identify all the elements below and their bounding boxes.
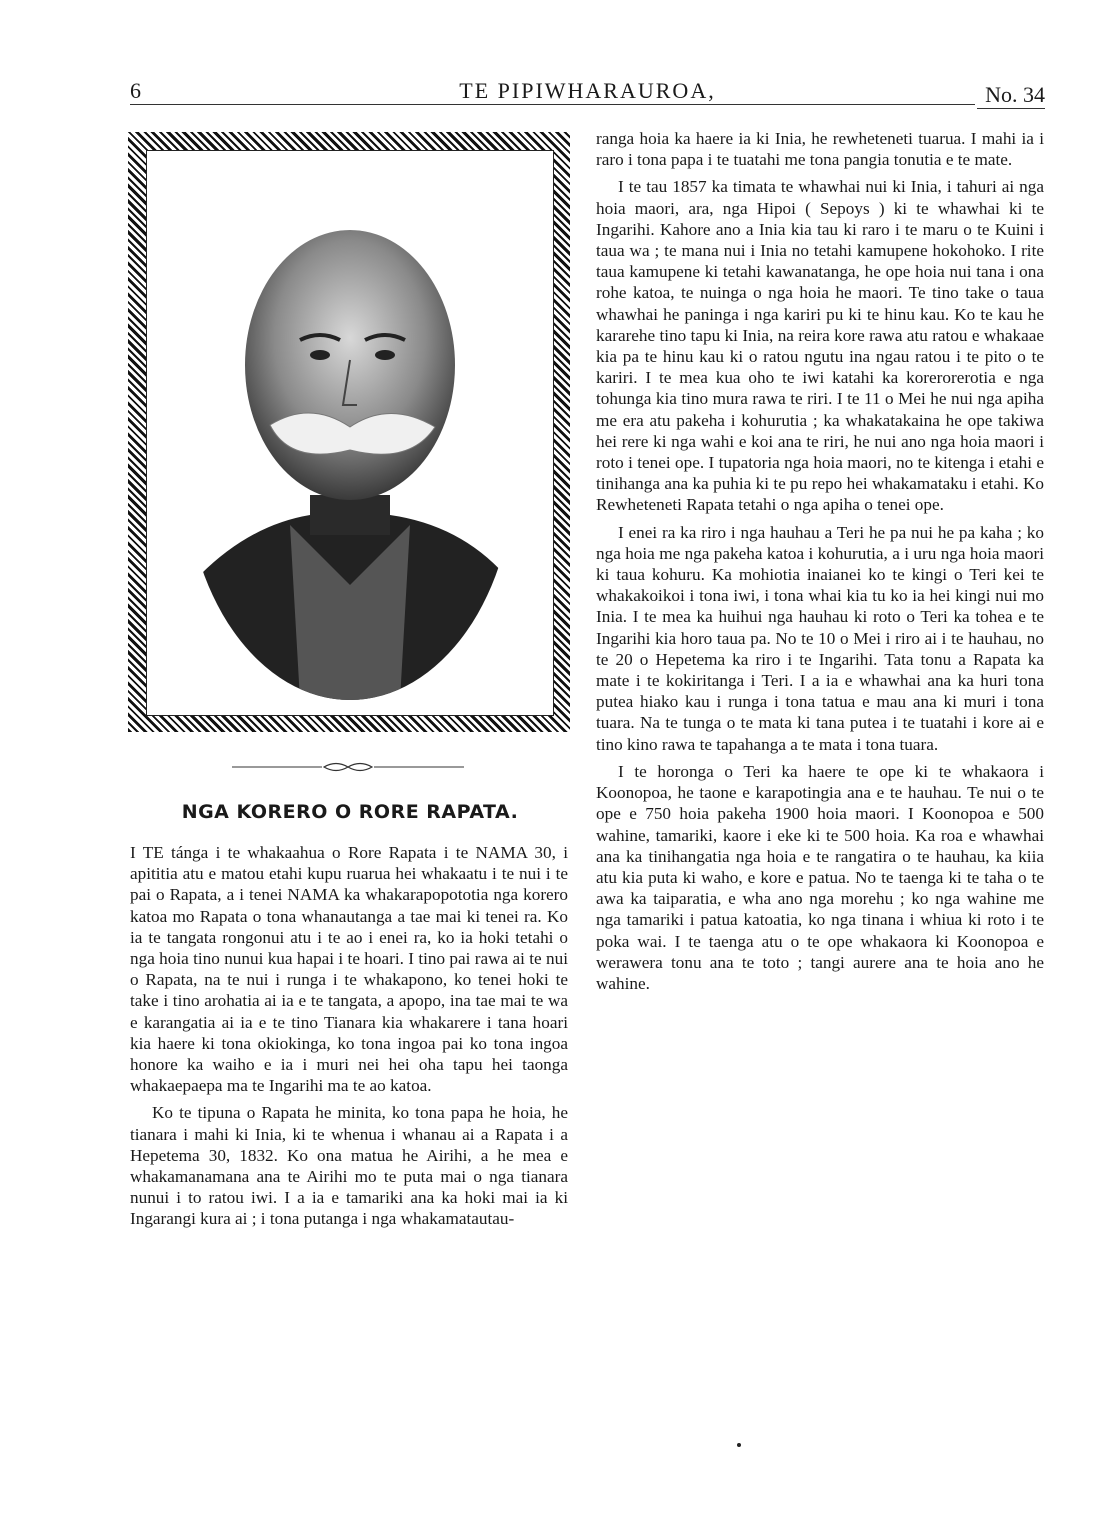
left-column: [130, 842, 568, 1230]
issue-number: No. 34: [985, 82, 1045, 107]
paragraph-intro: I TE tánga i te whakaahua o Rore Rapata i te NAMA 30, i apititia atu e matou etahi kupu ruarua hei whakaatu i te nui i te pai o Rapata, a i tenei NAMA ka whakarapopototia nga korero katoa mo Rapata o tona whanautanga a tae mai ki tenei ra. Ko ia te tangata rongonui atu i te ao i enei ra, ko ia hoki tetahi o nga hoia tino nunui kua hapai i te hoari. I tino pai rawa ai te nui o Rapata, na te nui i runga i te whakapono, ko tenei hoki te take i tino arohatia ai ia e te tangata, a apopo, ina tae mai te wa e karangatia ai ia e te tino Tianara kia whakarere i tana hoari kia haere ki tona okiokinga, ko tona ingoa pai ko tona ingoa honore ka waiho e ia i muri nei hei oha tapu hei taonga whakaepaepa ma te Ingarihi ma te ao katoa.: [130, 843, 568, 1096]
stray-mark: [737, 1443, 741, 1447]
portrait-image: [160, 165, 540, 700]
header-rule: [130, 104, 975, 105]
paragraph-koonopoa: I te horonga o Teri ka haere te ope ki te whakaora i Koonopoa, he taone e karapotingia ana e te hauhau. Te nui o te ope e 750 hoia pakeha 1900 hoia maori. I Koonopoa e 500 wahine, tamariki, kaore i eke ki te 500 hoia. Ka roa e whawhai ana ka tinihangatia nga hoia e te rangatira o te hauhau, ka kiia atu kia puta ki waho, e kore e patua. No te taenga ki te taha o te awa ka taiparatia, e wha ano nga morehu ; ko nga wahine me nga tamariki i patua katoatia, ko nga tinana i whiua ki roto i te poka wai. I te taenga atu o te ope whakaora ki Koonopoa e werawera tonu ana te toto ; tangi aurere ana te hoia ano he wahine.: [596, 761, 1044, 993]
section-ornament: [232, 760, 464, 774]
article-heading: NGA KORERO O RORE RAPATA.: [181, 801, 519, 823]
paragraph-mutiny: I te tau 1857 ka timata te whawhai nui ki Inia, i tahuri ai nga hoia maori, ara, nga Hipoi ( Sepoys ) ki te whawhai ki te Ingarihi. Kahore ano a Inia kia tau ki raro i te maru o te Kuini i taua wa ; te mana nui i Inia no tetahi kamupene hokohoko. I rite taua kamupene ki tetahi kawanatanga, he ope hoia nui tana i ona rohe katoa, te nuinga o nga hoia he maori. Te tino take o taua whawhai he paninga i nga kariri pu ki te hinu kau. Ko te kau he kararehe tino tapu ki Inia, na reira kore rawa atu ratou e whakaae kia pa te hinu kau ki o ratou ngutu ina ngau ratou i te pito o te kariri. I te mea kua oho te iwi katahi ka korerorerotia e nga tohunga kia tino mura rawa te riri. I te 11 o Mei he nui nga apiha me era atu pakeha i kohurutia ; ka whakatakaina he ope takiwa hei rere ki nga wahi e koi ana te riri, he nui ano nga hoia maori i roto i tenei ope. I tupatoria nga hoia maori, no te kitenga i etahi e tinihanga ana ka puhia ki te pu repo hei whakamataku i etahi. Ko Rewheteneti Rapata tetahi o nga apiha o tenei ope.: [596, 177, 1044, 515]
right-column: [596, 128, 1044, 994]
paragraph-continued: ranga hoia ka haere ia ki Inia, he rewheteneti tuarua. I mahi ia i raro i tona papa i te tuatahi me tona pangia tonutia e te mate.: [596, 129, 1044, 170]
paragraph-teri: I enei ra ka riro i nga hauhau a Teri he pa nui he pa kaha ; ko nga hoia me nga pakeha katoa i kohurutia, a i uru nga hoia maori ki taua kohuru. Ka mohiotia inaianei ko te kingi o Teri kei te whakakoikoi i tona iwi, i tona whai kia tu ko ia hei kingi nui mo Inia. I te mea ka huihui nga hauhau ki roto o Teri ka tohea e te Ingarihi kia horo taua pa. No te 10 o Mei i riro ai i te hauhau, no te 20 o Hepetema ka riro i te Ingarihi. Tata tonu a Rapata ka mate i te kokiritanga i Teri. I a ia e whawhai ana ka huri tona putea hiako kau i runga i tona tatua e mau ana ki muri i tona tuara. Na te tunga o te mata ki tana putea i te tuatahi i kore ai e tino kino rawa te tapahanga a te mata i tona tuara.: [596, 522, 1044, 754]
paragraph-ancestry: Ko te tipuna o Rapata he minita, ko tona papa he hoia, he tianara i mahi ki Inia, ki te whenua i whanau ai a Rapata i a Hepetema 30, 1832. Ko ona matua he Airihi, a he mea e whakamanamana ana te Airihi mo te puta mai o nga tianara nunui i to ratou iwi. I a ia e tamariki ana ka hoki mai ia ki Ingarangi kura ai ; i tona putanga i nga whakamatautau-: [130, 1103, 568, 1229]
header-rule-issue: [977, 108, 1045, 109]
page-number: 6: [130, 78, 141, 103]
page-header: [130, 78, 1045, 108]
publication-title: TE PIPIWHARAUROA,: [459, 78, 716, 103]
